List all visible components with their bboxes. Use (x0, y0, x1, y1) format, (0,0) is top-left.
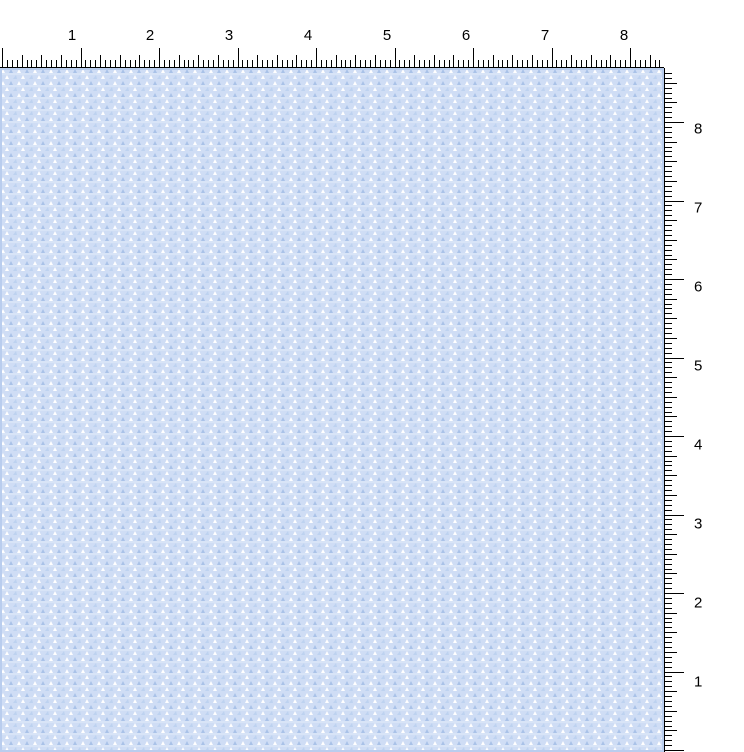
horizontal-ruler-tick (76, 60, 77, 68)
vertical-ruler-label: 8 (694, 120, 703, 138)
vertical-ruler-tick (664, 112, 672, 113)
vertical-ruler-tick (664, 637, 672, 638)
vertical-ruler-tick (664, 176, 672, 177)
horizontal-ruler-tick (296, 55, 297, 68)
vertical-ruler-tick (664, 490, 672, 491)
horizontal-ruler-tick (316, 48, 317, 68)
vertical-ruler-tick (664, 549, 672, 550)
horizontal-ruler-tick (532, 55, 533, 68)
vertical-ruler-tick (664, 304, 672, 305)
horizontal-ruler-tick (615, 60, 616, 68)
horizontal-ruler-tick (247, 60, 248, 68)
horizontal-ruler-tick (238, 48, 239, 68)
horizontal-ruler-tick (306, 60, 307, 68)
horizontal-ruler-tick (144, 60, 145, 68)
horizontal-ruler-tick (527, 60, 528, 68)
vertical-ruler-tick (664, 161, 677, 162)
fabric-triangle-motifs (0, 68, 664, 752)
vertical-ruler-tick (664, 564, 672, 565)
horizontal-ruler-label: 7 (540, 27, 550, 44)
vertical-ruler-tick (664, 672, 684, 673)
horizontal-ruler-tick (556, 60, 557, 68)
horizontal-ruler-tick (596, 60, 597, 68)
vertical-ruler-tick (664, 299, 677, 300)
horizontal-ruler-tick (370, 60, 371, 68)
horizontal-ruler-tick (56, 60, 57, 68)
horizontal-ruler-tick (429, 60, 430, 68)
horizontal-ruler-tick (105, 60, 106, 68)
vertical-ruler-tick (664, 544, 672, 545)
vertical-ruler-tick (664, 264, 672, 265)
horizontal-ruler-tick (277, 55, 278, 68)
horizontal-ruler-tick (458, 60, 459, 68)
horizontal-ruler-tick (31, 60, 32, 68)
vertical-ruler-tick (664, 676, 672, 677)
horizontal-ruler-tick (287, 60, 288, 68)
vertical-ruler-tick (664, 107, 672, 108)
horizontal-ruler-tick (434, 55, 435, 68)
vertical-ruler-tick (664, 191, 672, 192)
vertical-ruler-tick (664, 328, 672, 329)
vertical-ruler-tick (664, 210, 672, 211)
horizontal-ruler-tick (139, 55, 140, 68)
horizontal-ruler-tick (125, 60, 126, 68)
horizontal-ruler-tick (272, 60, 273, 68)
vertical-ruler-tick (664, 426, 672, 427)
vertical-ruler-tick (664, 73, 672, 74)
horizontal-ruler-label: 3 (224, 27, 234, 44)
vertical-ruler-tick (664, 387, 672, 388)
vertical-ruler-tick (664, 274, 672, 275)
horizontal-ruler-tick (208, 60, 209, 68)
vertical-ruler-tick (664, 583, 672, 584)
horizontal-ruler-tick (12, 60, 13, 68)
horizontal-ruler-tick (542, 60, 543, 68)
vertical-ruler-tick (664, 240, 677, 241)
vertical-ruler-label: 1 (694, 673, 703, 691)
horizontal-ruler-tick (120, 55, 121, 68)
horizontal-ruler-tick (51, 60, 52, 68)
vertical-ruler-tick (664, 372, 672, 373)
vertical-ruler-tick (664, 412, 672, 413)
horizontal-ruler-tick (601, 60, 602, 68)
horizontal-ruler-tick (507, 60, 508, 68)
vertical-ruler-tick (664, 632, 677, 633)
horizontal-ruler-tick (463, 60, 464, 68)
vertical-ruler-tick (664, 230, 672, 231)
vertical-ruler-tick (664, 294, 672, 295)
horizontal-ruler-tick (135, 60, 136, 68)
vertical-ruler-tick (664, 735, 672, 736)
vertical-ruler-tick (664, 750, 684, 751)
horizontal-ruler-tick (242, 60, 243, 68)
horizontal-ruler-tick (100, 55, 101, 68)
vertical-ruler-label: 2 (694, 594, 703, 612)
vertical-ruler-label: 4 (694, 436, 703, 454)
horizontal-ruler-tick (390, 60, 391, 68)
vertical-ruler-tick (664, 475, 677, 476)
horizontal-ruler-tick (399, 60, 400, 68)
horizontal-ruler-label: 5 (382, 27, 392, 44)
vertical-ruler-tick (664, 539, 672, 540)
vertical-ruler-tick (664, 416, 677, 417)
horizontal-ruler-tick (336, 55, 337, 68)
vertical-ruler-tick (664, 102, 677, 103)
horizontal-ruler-tick (419, 60, 420, 68)
vertical-ruler-tick (664, 259, 677, 260)
vertical-ruler-tick (664, 220, 677, 221)
vertical-ruler-tick (664, 681, 672, 682)
horizontal-ruler-tick (267, 60, 268, 68)
vertical-ruler-tick (664, 156, 672, 157)
horizontal-ruler-tick (424, 60, 425, 68)
vertical-ruler-tick (664, 608, 672, 609)
horizontal-ruler-tick (517, 60, 518, 68)
vertical-ruler-tick (664, 554, 677, 555)
horizontal-ruler-tick (169, 60, 170, 68)
vertical-ruler-tick (664, 578, 672, 579)
vertical-ruler-tick (664, 377, 677, 378)
vertical-ruler-tick (664, 333, 672, 334)
horizontal-ruler-tick (620, 60, 621, 68)
vertical-ruler-tick (664, 642, 672, 643)
vertical-ruler-tick (664, 284, 672, 285)
vertical-ruler-tick (664, 323, 672, 324)
horizontal-ruler-tick (159, 48, 160, 68)
vertical-ruler-tick (664, 255, 672, 256)
horizontal-ruler-tick (41, 55, 42, 68)
horizontal-ruler-tick (493, 55, 494, 68)
vertical-ruler-tick (664, 657, 672, 658)
vertical-ruler-label: 5 (694, 357, 703, 375)
vertical-ruler-tick (664, 573, 677, 574)
horizontal-ruler-tick (110, 60, 111, 68)
vertical-ruler-tick (664, 436, 684, 437)
horizontal-ruler-tick (223, 60, 224, 68)
vertical-ruler-tick (664, 726, 672, 727)
vertical-ruler-tick (664, 667, 672, 668)
vertical-ruler-tick (664, 235, 672, 236)
horizontal-ruler-tick (331, 60, 332, 68)
vertical-ruler-tick (664, 127, 672, 128)
horizontal-ruler-tick (282, 60, 283, 68)
vertical-ruler-tick (664, 461, 672, 462)
vertical-ruler-tick (664, 465, 672, 466)
horizontal-ruler-tick (630, 48, 631, 68)
vertical-ruler-tick (664, 495, 677, 496)
horizontal-ruler-tick (483, 60, 484, 68)
horizontal-ruler-tick (71, 60, 72, 68)
vertical-ruler-tick (664, 269, 672, 270)
horizontal-ruler-tick (385, 60, 386, 68)
horizontal-ruler-tick (468, 60, 469, 68)
vertical-ruler-tick (664, 701, 672, 702)
vertical-ruler-tick (664, 348, 672, 349)
vertical-ruler-tick (664, 603, 672, 604)
horizontal-ruler-tick (498, 60, 499, 68)
horizontal-ruler-tick (218, 55, 219, 68)
horizontal-ruler-tick (502, 60, 503, 68)
vertical-ruler-tick (664, 205, 672, 206)
vertical-ruler-tick (664, 382, 672, 383)
horizontal-ruler-tick (22, 55, 23, 68)
horizontal-ruler-tick (449, 60, 450, 68)
horizontal-ruler-tick (581, 60, 582, 68)
vertical-ruler-tick (664, 147, 672, 148)
horizontal-ruler-tick (395, 48, 396, 68)
vertical-ruler-tick (664, 250, 672, 251)
vertical-ruler-tick (664, 559, 672, 560)
vertical-ruler-tick (664, 691, 677, 692)
vertical-ruler-tick (664, 652, 677, 653)
horizontal-ruler-tick (547, 60, 548, 68)
vertical-ruler-tick (664, 83, 677, 84)
vertical-ruler-tick (664, 431, 672, 432)
vertical-ruler-tick (664, 181, 677, 182)
horizontal-ruler-tick (478, 60, 479, 68)
horizontal-ruler-tick (292, 60, 293, 68)
vertical-ruler-tick (664, 151, 672, 152)
vertical-ruler-tick (664, 456, 677, 457)
horizontal-ruler-tick (537, 60, 538, 68)
vertical-ruler-tick (664, 627, 672, 628)
horizontal-ruler-tick (36, 60, 37, 68)
vertical-ruler-tick (664, 613, 677, 614)
vertical-ruler-label: 3 (694, 515, 703, 533)
vertical-ruler-tick (664, 480, 672, 481)
horizontal-ruler-tick (90, 60, 91, 68)
horizontal-ruler-tick (61, 55, 62, 68)
vertical-ruler-tick (664, 524, 672, 525)
horizontal-ruler-tick (404, 60, 405, 68)
vertical-ruler-tick (664, 588, 672, 589)
vertical-ruler-tick (664, 569, 672, 570)
horizontal-ruler-tick (198, 55, 199, 68)
vertical-ruler-label: 6 (694, 278, 703, 296)
vertical-ruler-tick (664, 622, 672, 623)
horizontal-ruler-tick (635, 60, 636, 68)
horizontal-ruler-tick (655, 60, 656, 68)
horizontal-ruler-tick (365, 60, 366, 68)
vertical-ruler-tick (664, 485, 672, 486)
vertical-ruler-tick (664, 289, 672, 290)
vertical-ruler-tick (664, 78, 672, 79)
vertical-ruler-tick (664, 730, 677, 731)
vertical-ruler-tick (664, 318, 677, 319)
vertical-ruler-tick (664, 362, 672, 363)
vertical-ruler-tick (664, 186, 672, 187)
horizontal-ruler-tick (659, 60, 660, 68)
vertical-ruler-tick (664, 338, 677, 339)
horizontal-ruler-tick (625, 60, 626, 68)
horizontal-ruler-tick (355, 55, 356, 68)
vertical-ruler-tick (664, 716, 672, 717)
horizontal-ruler-tick (203, 60, 204, 68)
horizontal-ruler-tick (2, 48, 3, 68)
vertical-ruler-tick (664, 137, 672, 138)
horizontal-ruler-tick (257, 55, 258, 68)
horizontal-ruler-tick (345, 60, 346, 68)
vertical-ruler-tick (664, 534, 677, 535)
vertical-ruler-tick (664, 446, 672, 447)
horizontal-ruler-tick (341, 60, 342, 68)
fabric-top-edge (0, 68, 664, 70)
vertical-ruler-tick (664, 515, 684, 516)
horizontal-ruler-tick (576, 60, 577, 68)
vertical-ruler-tick (664, 225, 672, 226)
horizontal-ruler-label: 2 (145, 27, 155, 44)
horizontal-ruler-tick (252, 60, 253, 68)
horizontal-ruler-tick (409, 60, 410, 68)
horizontal-ruler-tick (360, 60, 361, 68)
vertical-ruler-tick (664, 662, 672, 663)
horizontal-ruler-tick (566, 60, 567, 68)
horizontal-ruler-tick (193, 60, 194, 68)
vertical-ruler (664, 68, 744, 752)
vertical-ruler-tick (664, 171, 672, 172)
vertical-ruler-tick (664, 142, 677, 143)
horizontal-ruler-tick (571, 55, 572, 68)
horizontal-ruler-tick (561, 60, 562, 68)
horizontal-ruler-tick (414, 55, 415, 68)
vertical-ruler-tick (664, 93, 672, 94)
vertical-ruler-tick (664, 98, 672, 99)
vertical-ruler-tick (664, 166, 672, 167)
vertical-ruler-tick (664, 647, 672, 648)
horizontal-ruler-tick (301, 60, 302, 68)
vertical-ruler-tick (664, 88, 672, 89)
horizontal-ruler-tick (610, 55, 611, 68)
horizontal-ruler-tick (326, 60, 327, 68)
horizontal-ruler-tick (350, 60, 351, 68)
vertical-ruler-tick (664, 470, 672, 471)
vertical-ruler-tick (664, 402, 672, 403)
horizontal-ruler-tick (85, 60, 86, 68)
vertical-ruler-tick (664, 706, 672, 707)
horizontal-ruler-tick (444, 60, 445, 68)
vertical-ruler-tick (664, 505, 672, 506)
vertical-ruler-tick (664, 686, 672, 687)
vertical-ruler-tick (664, 451, 672, 452)
vertical-ruler-tick (664, 279, 684, 280)
fabric-left-edge (0, 68, 2, 752)
vertical-ruler-tick (664, 740, 672, 741)
vertical-ruler-label: 7 (694, 199, 703, 217)
vertical-ruler-tick (664, 367, 672, 368)
vertical-ruler-tick (664, 593, 684, 594)
vertical-ruler-tick (664, 598, 672, 599)
vertical-ruler-tick (664, 711, 677, 712)
vertical-ruler-tick (664, 201, 684, 202)
horizontal-ruler-tick (552, 48, 553, 68)
horizontal-ruler-tick (586, 60, 587, 68)
horizontal-ruler-tick (188, 60, 189, 68)
vertical-ruler-tick (664, 117, 672, 118)
horizontal-ruler-tick (228, 60, 229, 68)
horizontal-ruler-tick (7, 60, 8, 68)
horizontal-ruler-tick (17, 60, 18, 68)
horizontal-ruler (0, 0, 664, 68)
fabric-swatch (0, 68, 664, 752)
horizontal-ruler-tick (522, 60, 523, 68)
horizontal-ruler-tick (95, 60, 96, 68)
vertical-ruler-tick (664, 397, 677, 398)
vertical-ruler-tick (664, 407, 672, 408)
horizontal-ruler-tick (149, 60, 150, 68)
horizontal-ruler-tick (488, 60, 489, 68)
horizontal-ruler-tick (115, 60, 116, 68)
horizontal-ruler-tick (46, 60, 47, 68)
horizontal-ruler-tick (606, 60, 607, 68)
vertical-ruler-tick (664, 313, 672, 314)
vertical-ruler-tick (664, 392, 672, 393)
horizontal-ruler-tick (213, 60, 214, 68)
horizontal-ruler-tick (311, 60, 312, 68)
horizontal-ruler-label: 1 (67, 27, 77, 44)
horizontal-ruler-tick (380, 60, 381, 68)
vertical-ruler-tick (664, 196, 672, 197)
fabric-right-edge (662, 68, 664, 752)
horizontal-ruler-tick (174, 60, 175, 68)
vertical-ruler-tick (664, 343, 672, 344)
horizontal-ruler-tick (321, 60, 322, 68)
vertical-ruler-tick (664, 500, 672, 501)
horizontal-ruler-label: 8 (619, 27, 629, 44)
vertical-ruler-tick (664, 441, 672, 442)
horizontal-ruler-tick (154, 60, 155, 68)
horizontal-ruler-tick (81, 48, 82, 68)
vertical-ruler-tick (664, 245, 672, 246)
horizontal-ruler-tick (512, 55, 513, 68)
vertical-ruler-tick (664, 510, 672, 511)
vertical-ruler-tick (664, 529, 672, 530)
vertical-ruler-tick (664, 721, 672, 722)
horizontal-ruler-tick (184, 60, 185, 68)
horizontal-ruler-tick (27, 60, 28, 68)
horizontal-ruler-tick (453, 55, 454, 68)
vertical-ruler-tick (664, 618, 672, 619)
vertical-ruler-tick (664, 421, 672, 422)
vertical-ruler-tick (664, 358, 684, 359)
vertical-ruler-tick (664, 696, 672, 697)
vertical-ruler-tick (664, 519, 672, 520)
vertical-ruler-tick (664, 353, 672, 354)
horizontal-ruler-label: 6 (461, 27, 471, 44)
horizontal-ruler-tick (473, 48, 474, 68)
horizontal-ruler-tick (439, 60, 440, 68)
horizontal-ruler-tick (375, 55, 376, 68)
horizontal-ruler-tick (66, 60, 67, 68)
horizontal-ruler-tick (645, 60, 646, 68)
vertical-ruler-tick (664, 132, 672, 133)
horizontal-ruler-tick (262, 60, 263, 68)
horizontal-ruler-tick (233, 60, 234, 68)
horizontal-ruler-tick (130, 60, 131, 68)
horizontal-ruler-tick (164, 60, 165, 68)
horizontal-ruler-label: 4 (303, 27, 313, 44)
horizontal-ruler-tick (640, 60, 641, 68)
vertical-ruler-tick (664, 745, 672, 746)
vertical-ruler-tick (664, 308, 672, 309)
horizontal-ruler-tick (650, 55, 651, 68)
horizontal-ruler-tick (591, 55, 592, 68)
horizontal-ruler-tick (179, 55, 180, 68)
vertical-ruler-tick (664, 122, 684, 123)
vertical-ruler-tick (664, 215, 672, 216)
